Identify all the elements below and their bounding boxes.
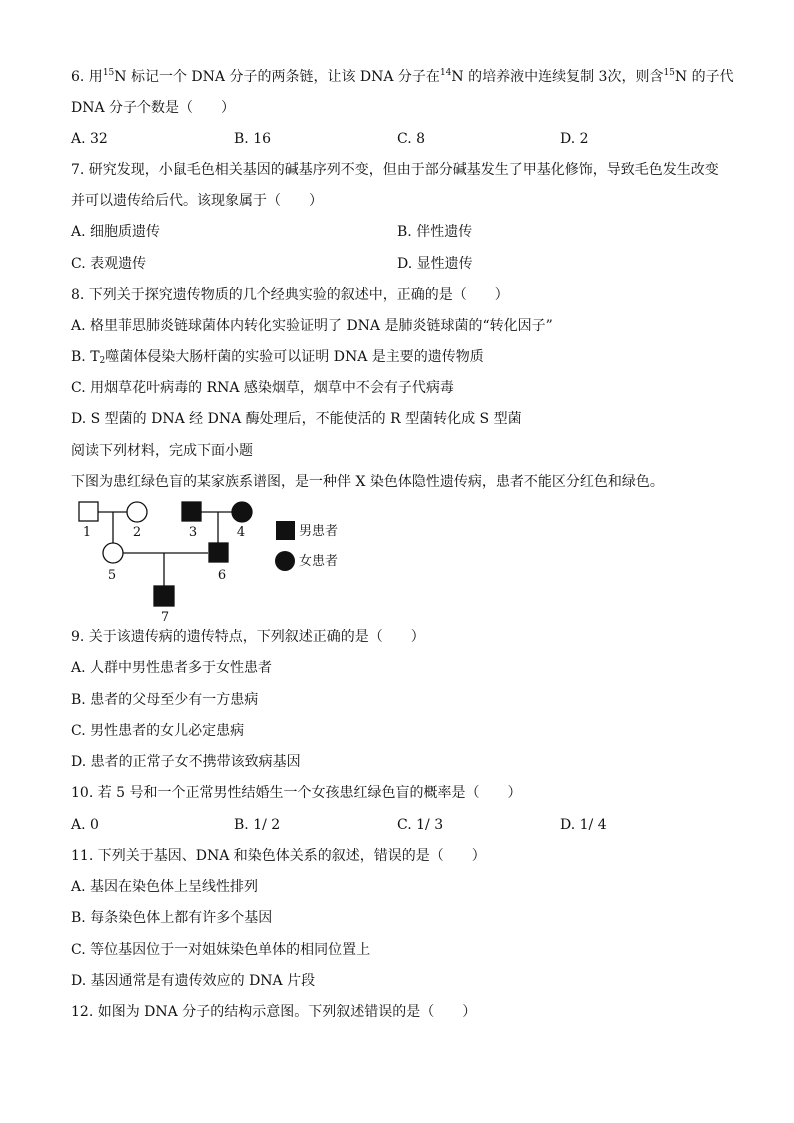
q10-option-b: B. 1/ 2: [234, 817, 281, 833]
q6-stem-line1: 6. 用$^{15}$N 标记一个 DNA 分子的两条链，让该 DNA 分子在$^{14}$N 的培养液中连续复制 3次，则含$^{15}$N 的子代: [71, 68, 734, 85]
q8-option-c: C. 用烟草花叶病毒的 RNA 感染烟草，烟草中不会有子代病毒: [71, 380, 454, 396]
q10-option-a: A. 0: [71, 817, 99, 833]
q6-stem-line2: DNA 分子个数是（ ）: [71, 100, 236, 116]
label-6: 6: [217, 568, 227, 583]
q6-option-b: B. 16: [234, 131, 272, 147]
label-7: 7: [160, 610, 170, 625]
q9-option-a: A. 人群中男性患者多于女性患者: [71, 660, 273, 676]
q9-option-d: D. 患者的正常子女不携带该致病基因: [71, 754, 301, 770]
individual-6-affected-male: [209, 543, 228, 562]
material-description: 下图为患红绿色盲的某家族系谱图，是一种伴 X 染色体隐性遗传病，患者不能区分红色和绿色。: [71, 474, 664, 490]
q10-stem: 10. 若 5 号和一个正常男性结婚生一个女孩患红绿色盲的概率是（ ）: [71, 785, 522, 801]
individual-7-affected-male: [154, 586, 174, 606]
label-2: 2: [132, 525, 142, 540]
q8-stem: 8. 下列关于探究遗传物质的几个经典实验的叙述中，正确的是（ ）: [71, 287, 509, 303]
individual-5-normal-female: [103, 543, 123, 563]
q10-option-d: D. 1/ 4: [560, 817, 607, 833]
q7-stem-line1: 7. 研究发现，小鼠毛色相关基因的碱基序列不变，但由于部分碱基发生了甲基化修饰，导致毛色发生改变: [71, 162, 719, 178]
legend-male-affected-icon: [276, 521, 295, 540]
q8-option-d: D. S 型菌的 DNA 经 DNA 酶处理后，不能使活的 R 型菌转化成 S 型菌: [71, 411, 522, 427]
q12-stem: 12. 如图为 DNA 分子的结构示意图。下列叙述错误的是（ ）: [71, 1004, 477, 1020]
label-5: 5: [107, 568, 117, 583]
individual-2-normal-female: [127, 502, 147, 522]
q6-option-c: C. 8: [397, 131, 426, 147]
q7-option-a: A. 细胞质遗传: [71, 224, 161, 240]
individual-4-affected-female: [232, 502, 252, 522]
q7-option-c: C. 表观遗传: [71, 256, 147, 272]
q11-stem: 11. 下列关于基因、DNA 和染色体关系的叙述，错误的是（ ）: [71, 848, 486, 864]
label-4: 4: [236, 525, 246, 540]
q7-stem-line2: 并可以遗传给后代。该现象属于（ ）: [71, 193, 323, 209]
q6-option-d: D. 2: [560, 131, 589, 147]
q11-option-a: A. 基因在染色体上呈线性排列: [71, 879, 259, 895]
q9-option-c: C. 男性患者的女儿必定患病: [71, 723, 245, 739]
legend-male-label: 男患者: [299, 524, 339, 539]
q11-option-c: C. 等位基因位于一对姐妹染色单体的相同位置上: [71, 942, 371, 958]
label-1: 1: [82, 525, 92, 540]
legend-female-affected-icon: [275, 551, 295, 571]
pedigree-figure: [70, 495, 360, 625]
individual-1-normal-male: [79, 502, 98, 521]
q7-option-d: D. 显性遗传: [397, 256, 473, 272]
q6-option-a: A. 32: [71, 131, 108, 147]
label-3: 3: [188, 525, 198, 540]
legend-female-label: 女患者: [299, 554, 339, 569]
individual-3-affected-male: [182, 502, 201, 521]
q9-stem: 9. 关于该遗传病的遗传特点，下列叙述正确的是（ ）: [71, 629, 425, 645]
q8-option-a: A. 格里菲思肺炎链球菌体内转化实验证明了 DNA 是肺炎链球菌的“转化因子”: [71, 318, 553, 334]
material-intro: 阅读下列材料，完成下面小题: [71, 443, 253, 459]
q10-option-c: C. 1/ 3: [397, 817, 444, 833]
q11-option-d: D. 基因通常是有遗传效应的 DNA 片段: [71, 973, 316, 989]
q9-option-b: B. 患者的父母至少有一方患病: [71, 692, 259, 708]
q8-option-b: B. $T_2$噬菌体侵染大肠杆菌的实验可以证明 DNA 是主要的遗传物质: [71, 349, 484, 366]
q11-option-b: B. 每条染色体上都有许多个基因: [71, 910, 273, 926]
q7-option-b: B. 伴性遗传: [397, 224, 473, 240]
